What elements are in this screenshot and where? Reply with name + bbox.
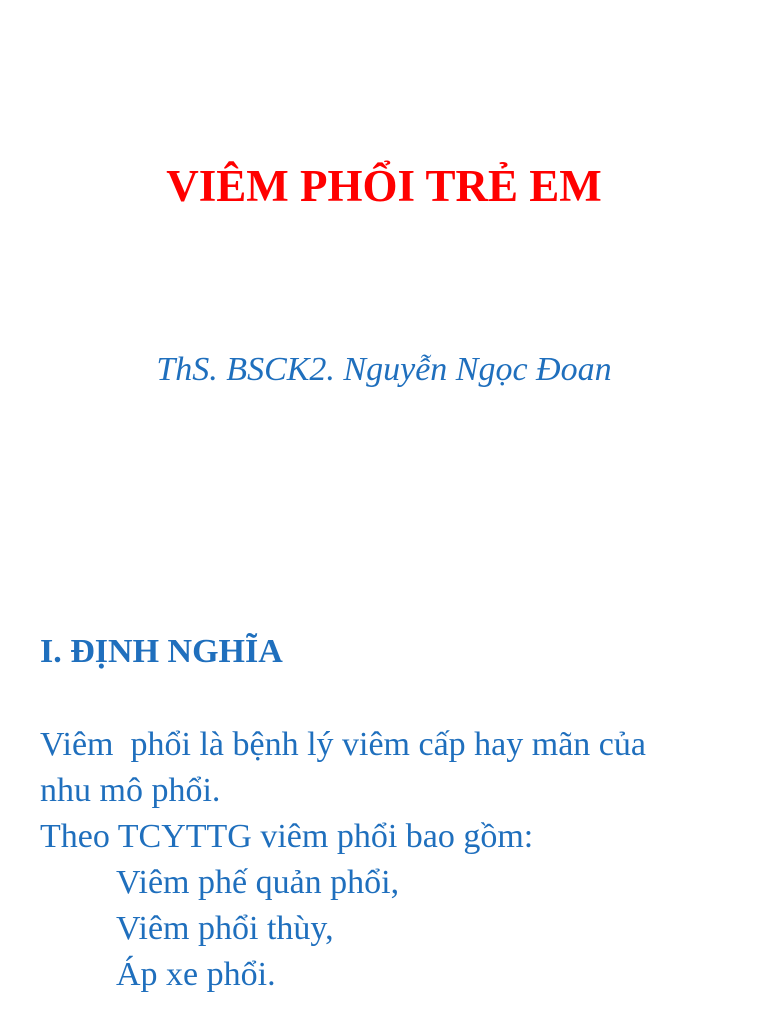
definition-body bbox=[40, 722, 760, 998]
list-item: Viêm phế quản phổi, bbox=[116, 864, 400, 901]
document-title: VIÊM PHỔI TRẺ EM bbox=[166, 161, 602, 211]
paragraph-line: Theo TCYTTG viêm phổi bao gồm: bbox=[40, 818, 534, 855]
paragraph-line: nhu mô phổi. bbox=[40, 772, 221, 809]
paragraph-line: Viêm phổi là bệnh lý viêm cấp hay mãn của bbox=[40, 726, 646, 763]
section-heading: I. ĐỊNH NGHĨA bbox=[40, 633, 283, 670]
list-item: Viêm phổi thùy, bbox=[116, 910, 334, 947]
list-item: Áp xe phổi. bbox=[116, 956, 276, 993]
author-line: ThS. BSCK2. Nguyễn Ngọc Đoan bbox=[156, 351, 612, 388]
